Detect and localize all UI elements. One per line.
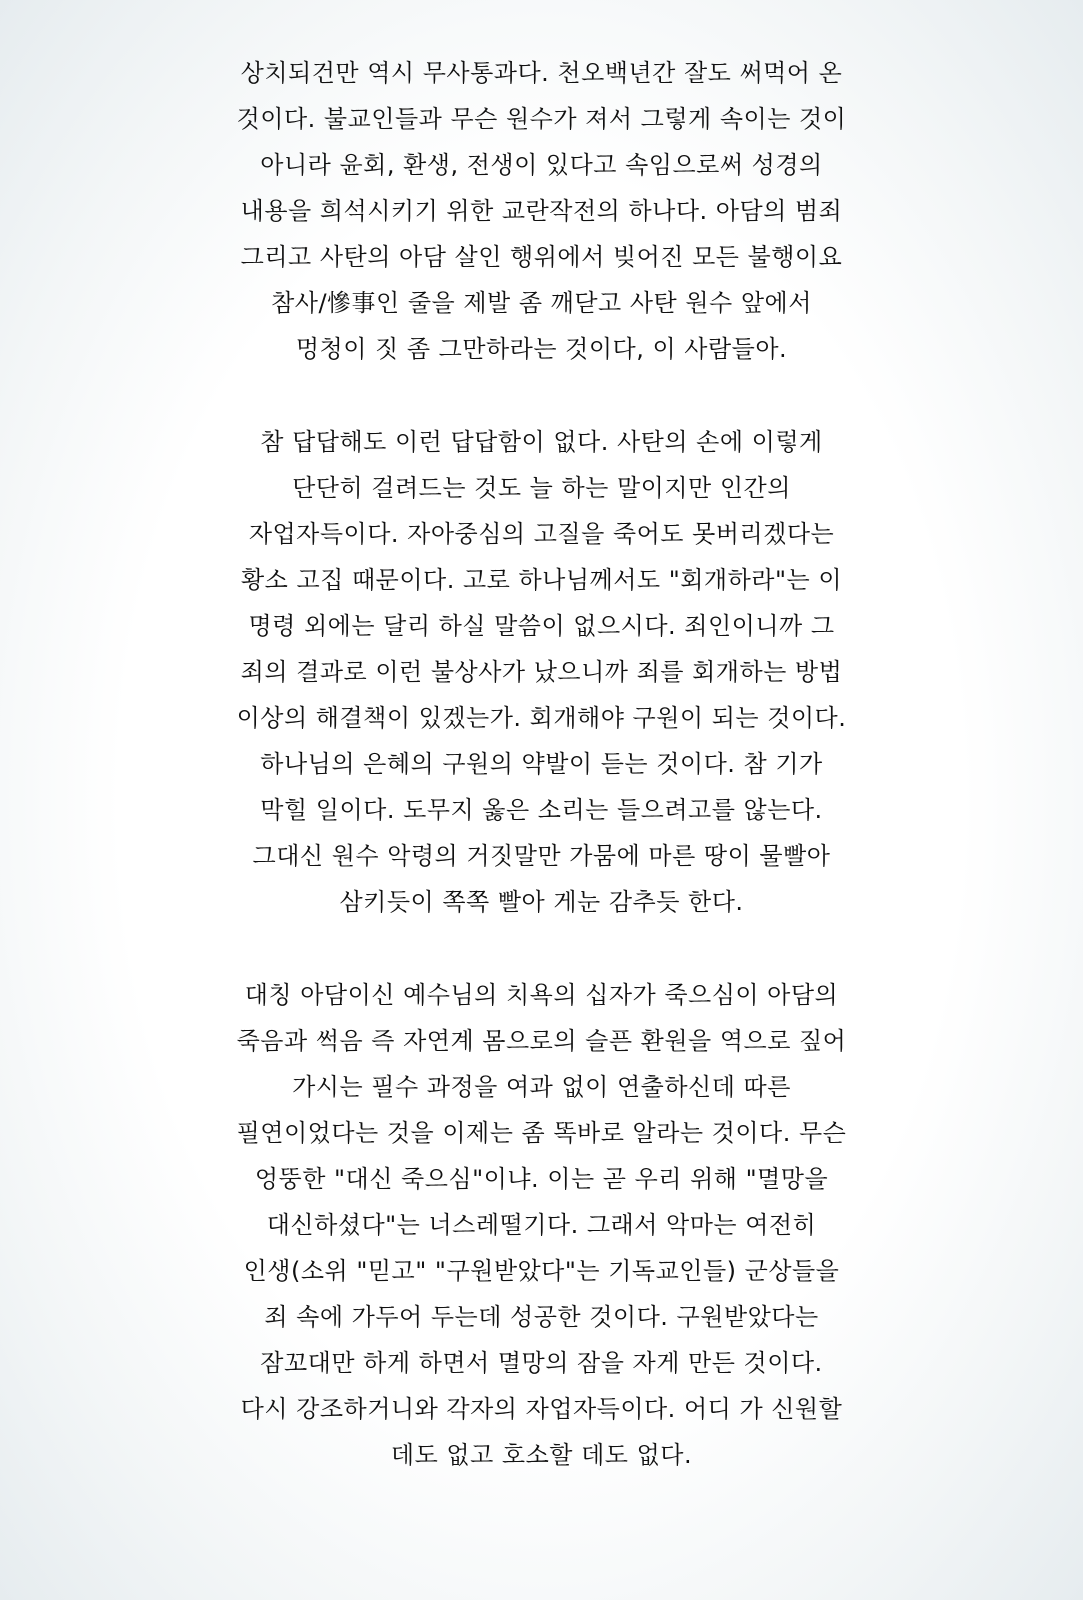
text-line: 참 답답해도 이런 답답함이 없다. 사탄의 손에 이렇게 (260, 428, 823, 456)
text-line: 대칭 아담이신 예수님의 치욕의 십자가 죽으심이 아담의 (244, 981, 839, 1009)
paragraph-3 (0, 972, 1083, 1478)
text-line: 단단히 걸려드는 것도 늘 하는 말이지만 인간의 (292, 474, 791, 502)
paragraph-2 (0, 419, 1083, 925)
text-line: 황소 고집 때문이다. 고로 하나님께서도 "회개하라"는 이 (240, 566, 843, 594)
text-line: 죄의 결과로 이런 불상사가 났으니까 죄를 회개하는 방법 (240, 658, 843, 686)
paragraph-spacer (0, 925, 1083, 972)
text-line: 내용을 희석시키기 위한 교란작전의 하나다. 아담의 범죄 (240, 197, 843, 225)
text-line: 명령 외에는 달리 하실 말씀이 없으시다. 죄인이니까 그 (248, 612, 835, 640)
text-line: 다시 강조하거니와 각자의 자업자득이다. 어디 가 신원할 (240, 1395, 843, 1423)
text-line: 자업자득이다. 자아중심의 고질을 죽어도 못버리겠다는 (248, 520, 835, 548)
text-line: 그대신 원수 악령의 거짓말만 가뭄에 마른 땅이 물빨아 (252, 842, 831, 870)
text-line: 삼키듯이 쪽쪽 빨아 게눈 감추듯 한다. (339, 888, 744, 916)
text-line: 참사/慘事인 줄을 제발 좀 깨닫고 사탄 원수 앞에서 (271, 289, 812, 317)
paragraph-spacer (0, 372, 1083, 419)
text-line: 필연이었다는 것을 이제는 좀 똑바로 알라는 것이다. 무슨 (236, 1119, 847, 1147)
text-line: 멍청이 짓 좀 그만하라는 것이다, 이 사람들아. (295, 335, 788, 363)
text-line: 아니라 윤회, 환생, 전생이 있다고 속임으로써 성경의 (260, 151, 823, 179)
text-line: 것이다. 불교인들과 무슨 원수가 져서 그렇게 속이는 것이 (236, 105, 847, 133)
text-line: 데도 없고 호소할 데도 없다. (390, 1441, 693, 1469)
text-line: 죽음과 썩음 즉 자연계 몸으로의 슬픈 환원을 역으로 짚어 (236, 1027, 847, 1055)
text-line: 죄 속에 가두어 두는데 성공한 것이다. 구원받았다는 (264, 1303, 819, 1331)
text-line: 이상의 해결책이 있겠는가. 회개해야 구원이 되는 것이다. (236, 704, 847, 732)
paragraph-1 (0, 50, 1083, 372)
text-line: 막힐 일이다. 도무지 옳은 소리는 들으려고를 않는다. (260, 796, 823, 824)
text-line: 가시는 필수 과정을 여과 없이 연출하신데 따른 (292, 1073, 791, 1101)
text-line: 잠꼬대만 하게 하면서 멸망의 잠을 자게 만든 것이다. (260, 1349, 823, 1377)
text-line: 그리고 사탄의 아담 살인 행위에서 빚어진 모든 불행이요 (240, 243, 843, 271)
text-line: 상치되건만 역시 무사통과다. 천오백년간 잘도 써먹어 온 (240, 59, 843, 87)
text-line: 엉뚱한 "대신 죽으심"이냐. 이는 곧 우리 위해 "멸망을 (254, 1165, 829, 1193)
text-line: 하나님의 은혜의 구원의 약발이 듣는 것이다. 참 기가 (260, 750, 823, 778)
text-line: 대신하셨다"는 너스레떨기다. 그래서 악마는 여전히 (266, 1211, 817, 1239)
text-line: 인생(소위 "믿고" "구원받았다"는 기독교인들) 군상들을 (243, 1257, 840, 1285)
